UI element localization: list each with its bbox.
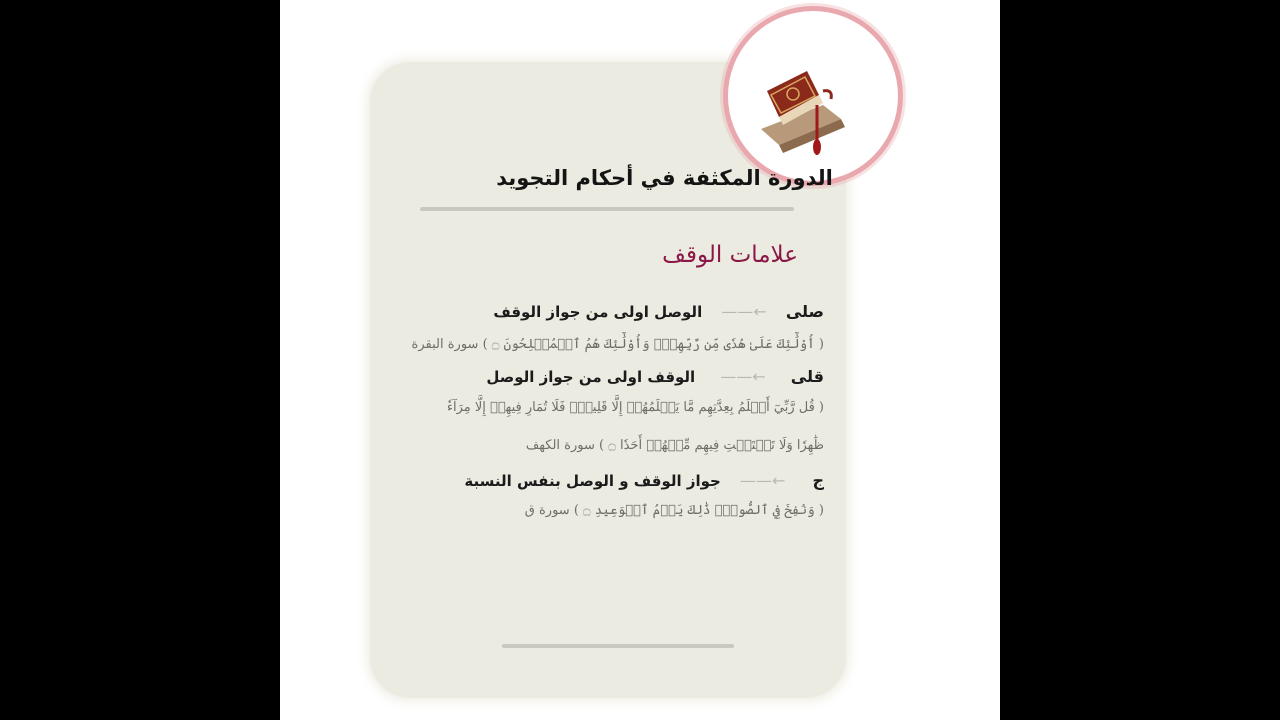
rule-description: الوقف اولى من جواز الوصل	[486, 368, 696, 386]
verse-line: ( وَنُفِخَ فِي ٱلصُّورِۚ ذَٰلِكَ يَوۡمُ ٱلۡوَعِيدِ ۝ ) سورة ق	[524, 503, 824, 518]
verse-line: ( قُل رَّبِّيٓ أَعۡلَمُ بِعِدَّتِهِم مَّا يَعۡلَمُهُمۡ إِلَّا قَلِيلٞۗ فَلَا تُمَارِ فِيهِمۡ إِلَّا مِرَآءٗ	[446, 400, 824, 415]
arrow-left-icon: ←——	[739, 471, 786, 490]
rule-row	[493, 302, 824, 321]
verse-line: ( أُوْلَٰٓئِكَ عَلَىٰ هُدٗى مِّن رَّبِّهِمۡۖ وَأُوْلَٰٓئِكَ هُمُ ٱلۡمُفۡلِحُونَ ۝ ) سورة البقرة	[411, 337, 824, 352]
stop-mark: صلى	[785, 302, 824, 321]
rule-row	[464, 471, 824, 490]
slide-frame	[280, 0, 1000, 720]
bottom-divider	[502, 644, 734, 648]
quran-on-stand-icon	[753, 61, 863, 171]
quran-badge	[723, 6, 903, 186]
rule-description: جواز الوقف و الوصل بنفس النسبة	[464, 472, 721, 490]
rule-description: الوصل اولى من جواز الوقف	[493, 303, 703, 321]
verse-line: ظَٰهِرٗا وَلَا تَسۡتَفۡتِ فِيهِم مِّنۡهُمۡ أَحَدٗا ۝ ) سورة الكهف	[525, 438, 824, 453]
arrow-left-icon: ←——	[721, 302, 767, 321]
section-title: علامات الوقف	[662, 242, 798, 268]
rule-row	[486, 367, 824, 386]
course-title: الدورة المكثفة في أحكام التجويد	[496, 166, 833, 190]
stop-mark: قلى	[790, 367, 824, 386]
stop-mark: ج	[812, 471, 824, 490]
title-divider	[420, 207, 794, 211]
arrow-left-icon: ←——	[720, 367, 766, 386]
